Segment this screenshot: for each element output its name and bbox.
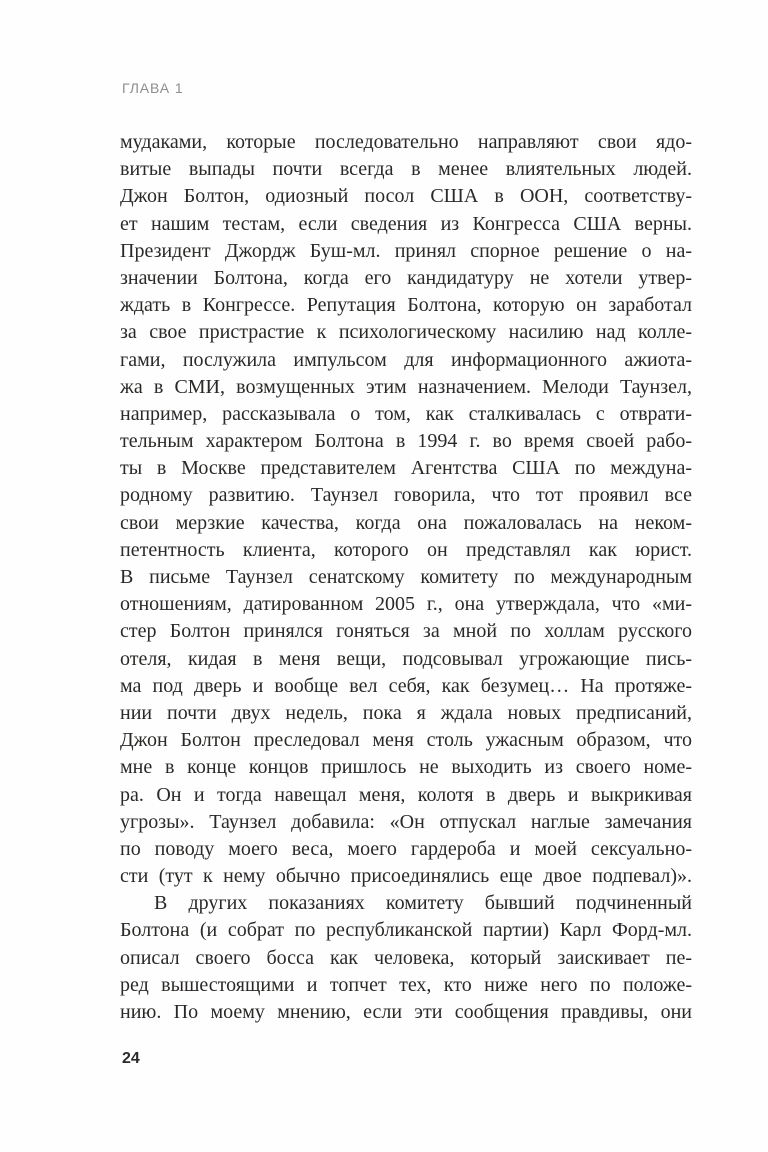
text-line: угрозы». Таунзел добавила: «Он отпускал наглые замечания xyxy=(120,810,692,833)
page-number: 24 xyxy=(122,1050,140,1067)
page-text xyxy=(120,129,692,1026)
text-line: гами, послужила импульсом для информационного ажиота- xyxy=(120,348,692,371)
text-line: ра. Он и тогда навещал меня, колотя в дверь и выкрикивая xyxy=(120,783,692,806)
chapter-header: ГЛАВА 1 xyxy=(122,80,184,96)
text-line: свои мерзкие качества, когда она пожаловалась на неком- xyxy=(120,511,692,534)
text-line: ждать в Конгрессе. Репутация Болтона, которую он заработал xyxy=(120,294,692,317)
text-line: Президент Джордж Буш-мл. принял спорное решение о на- xyxy=(120,239,692,262)
text-line: жа в СМИ, возмущенных этим назначением. Мелоди Таунзел, xyxy=(120,375,692,398)
text-line: описал своего босса как человека, который заискивает пе- xyxy=(120,946,692,969)
text-line: Джон Болтон преследовал меня столь ужасным образом, что xyxy=(120,729,692,752)
text-line: Джон Болтон, одиозный посол США в ООН, соответству- xyxy=(120,185,692,208)
text-line: отношениям, датированном 2005 г., она утверждала, что «ми- xyxy=(120,593,692,616)
text-line: ред вышестоящими и топчет тех, кто ниже него по положе- xyxy=(120,973,692,996)
text-line: витые выпады почти всегда в менее влиятельных людей. xyxy=(120,158,692,181)
text-line: ты в Москве представителем Агентства США по междуна- xyxy=(120,457,692,480)
text-line: значении Болтона, когда его кандидатуру не хотели утвер- xyxy=(120,266,692,289)
text-line: по поводу моего веса, моего гардероба и моей сексуально- xyxy=(120,837,692,860)
text-line: сти (тут к нему обычно присоединялись еще двое подпевал)». xyxy=(120,865,692,888)
text-line: например, рассказывала о том, как сталкивалась с отврати- xyxy=(120,402,692,425)
text-line: стер Болтон принялся гоняться за мной по холлам русского xyxy=(120,620,692,643)
text-line: мудаками, которые последовательно направляют свои ядо- xyxy=(120,131,692,153)
text-line: В письме Таунзел сенатскому комитету по международным xyxy=(120,566,692,588)
text-line: петентность клиента, которого он представлял как юрист. xyxy=(120,538,692,561)
text-line: тельным характером Болтона в 1994 г. во время своей рабо- xyxy=(120,430,692,453)
text-line: отеля, кидая в меня вещи, подсовывал угрожающие пись- xyxy=(120,647,692,670)
text-line: ма под дверь и вообще вел себя, как безумец… На протяже- xyxy=(120,674,692,697)
text-line: В других показаниях комитету бывший подчиненный xyxy=(154,892,692,915)
text-line: нию. По моему мнению, если эти сообщения правдивы, они xyxy=(120,1001,692,1023)
text-line: ет нашим тестам, если сведения из Конгресса США верны. xyxy=(120,212,692,235)
text-line: мне в конце концов пришлось не выходить из своего номе- xyxy=(120,756,692,779)
text-line: родному развитию. Таунзел говорила, что тот проявил все xyxy=(120,484,692,507)
text-line: Болтона (и собрат по республиканской партии) Карл Форд-мл. xyxy=(120,919,692,942)
text-line: за свое пристрастие к психологическому насилию над колле- xyxy=(120,321,692,344)
text-line: нии почти двух недель, пока я ждала новых предписаний, xyxy=(120,701,692,724)
